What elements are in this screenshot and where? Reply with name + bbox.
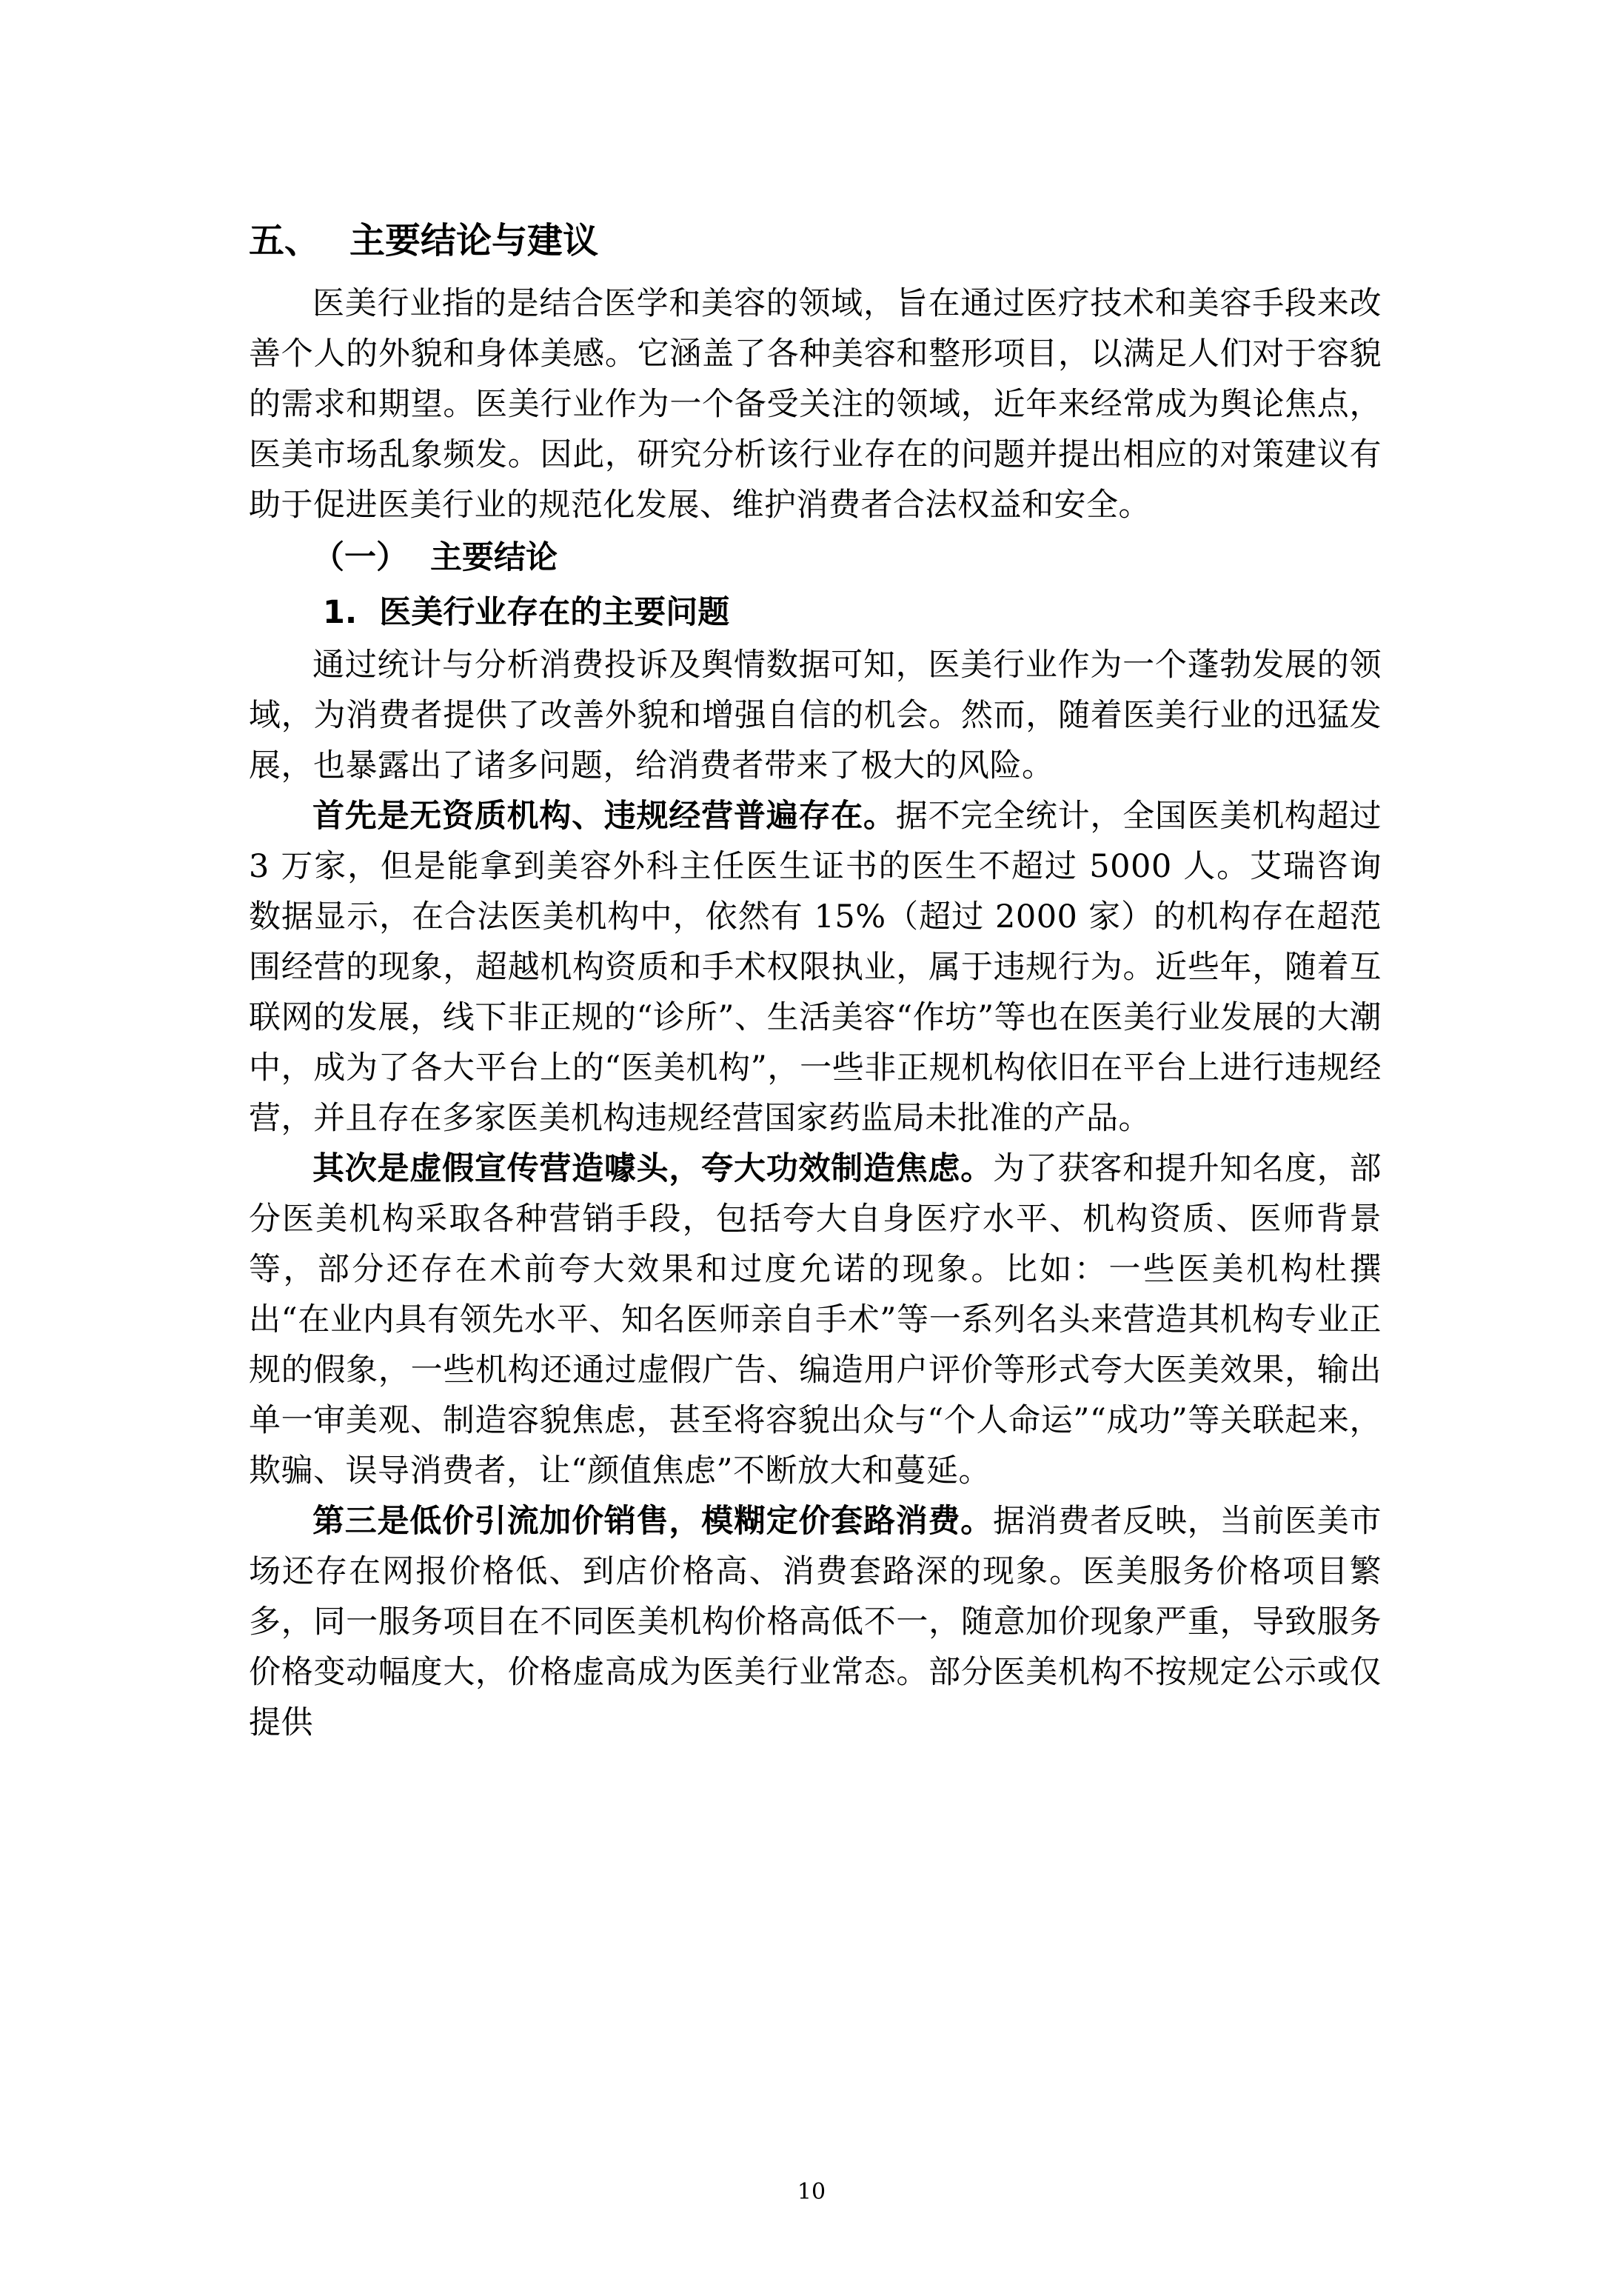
subsection-heading [249, 530, 1382, 585]
subsection-marker: （一） [312, 539, 408, 576]
section-title: 主要结论与建议 [349, 220, 599, 261]
paragraph-overview [249, 640, 1382, 791]
subsection-title: 主要结论 [430, 539, 558, 576]
paragraph-false-advertising [249, 1144, 1382, 1496]
page-number: 10 [797, 2179, 826, 2205]
paragraph-lead: 第三是低价引流加价销售，模糊定价套路消费。 [312, 1503, 994, 1540]
paragraph-pricing-tricks [249, 1496, 1382, 1748]
page-content [249, 215, 1382, 1748]
subsubsection-title: 医美行业存在的主要问题 [379, 594, 730, 631]
paragraph-body: 据消费者反映，当前医美市场还存在网报价格低、到店价格高、消费套路深的现象。医美服务价格项目繁多，同一服务项目在不同医美机构价格高低不一，随意加价现象严重，导致服务价格变动幅度大，价格虚高成为医美行业常态。部分医美机构不按规定公示或仅提供 [249, 1503, 1382, 1741]
subsubsection-heading [249, 585, 1382, 640]
paragraph-body: 为了获客和提升知名度，部分医美机构采取各种营销手段，包括夸大自身医疗水平、机构资质、医师背景等，部分还存在术前夸大效果和过度允诺的现象。比如：一些医美机构杜撰出“在业内具有领先水平、知名医师亲自手术”等一系列名头来营造其机构专业正规的假象，一些机构还通过虚假广告、编造用户评价等形式夸大医美效果，输出单一审美观、制造容貌焦虑，甚至将容貌出众与“个人命运”“成功”等关联起来，欺骗、误导消费者，让“颜值焦虑”不断放大和蔓延。 [249, 1150, 1382, 1489]
paragraph-lead: 首先是无资质机构、违规经营普遍存在。 [312, 798, 896, 835]
section-number: 五、 [249, 220, 321, 261]
paragraph-body: 据不完全统计，全国医美机构超过 3 万家，但是能拿到美容外科主任医生证书的医生不超过 5000 人。艾瑞咨询数据显示，在合法医美机构中，依然有 15%（超过 2000 家）的机构存在超范围经营的现象，超越机构资质和手术权限执业，属于违规行为。近些年，随着互联网的发展，线下非正规的“诊所”、生活美容“作坊”等也在医美行业发展的大潮中，成为了各大平台上的“医美机构”，一些非正规机构依旧在平台上进行违规经营，并且存在多家医美机构违规经营国家药监局未批准的产品。 [249, 798, 1382, 1137]
subsubsection-marker: 1. [323, 594, 358, 631]
paragraph-body: 通过统计与分析消费投诉及舆情数据可知，医美行业作为一个蓬勃发展的领域，为消费者提供了改善外貌和增强自信的机会。然而，随着医美行业的迅猛发展，也暴露出了诸多问题，给消费者带来了极大的风险。 [249, 647, 1382, 784]
intro-paragraph: 医美行业指的是结合医学和美容的领域，旨在通过医疗技术和美容手段来改善个人的外貌和身体美感。它涵盖了各种美容和整形项目，以满足人们对于容貌的需求和期望。医美行业作为一个备受关注的领域，近年来经常成为舆论焦点，医美市场乱象频发。因此，研究分析该行业存在的问题并提出相应的对策建议有助于促进医美行业的规范化发展、维护消费者合法权益和安全。 [249, 285, 1382, 524]
paragraph-unqualified-institutions [249, 791, 1382, 1144]
paragraph-lead: 其次是虚假宣传营造噱头，夸大功效制造焦虑。 [312, 1150, 994, 1187]
section-heading [249, 215, 1382, 267]
